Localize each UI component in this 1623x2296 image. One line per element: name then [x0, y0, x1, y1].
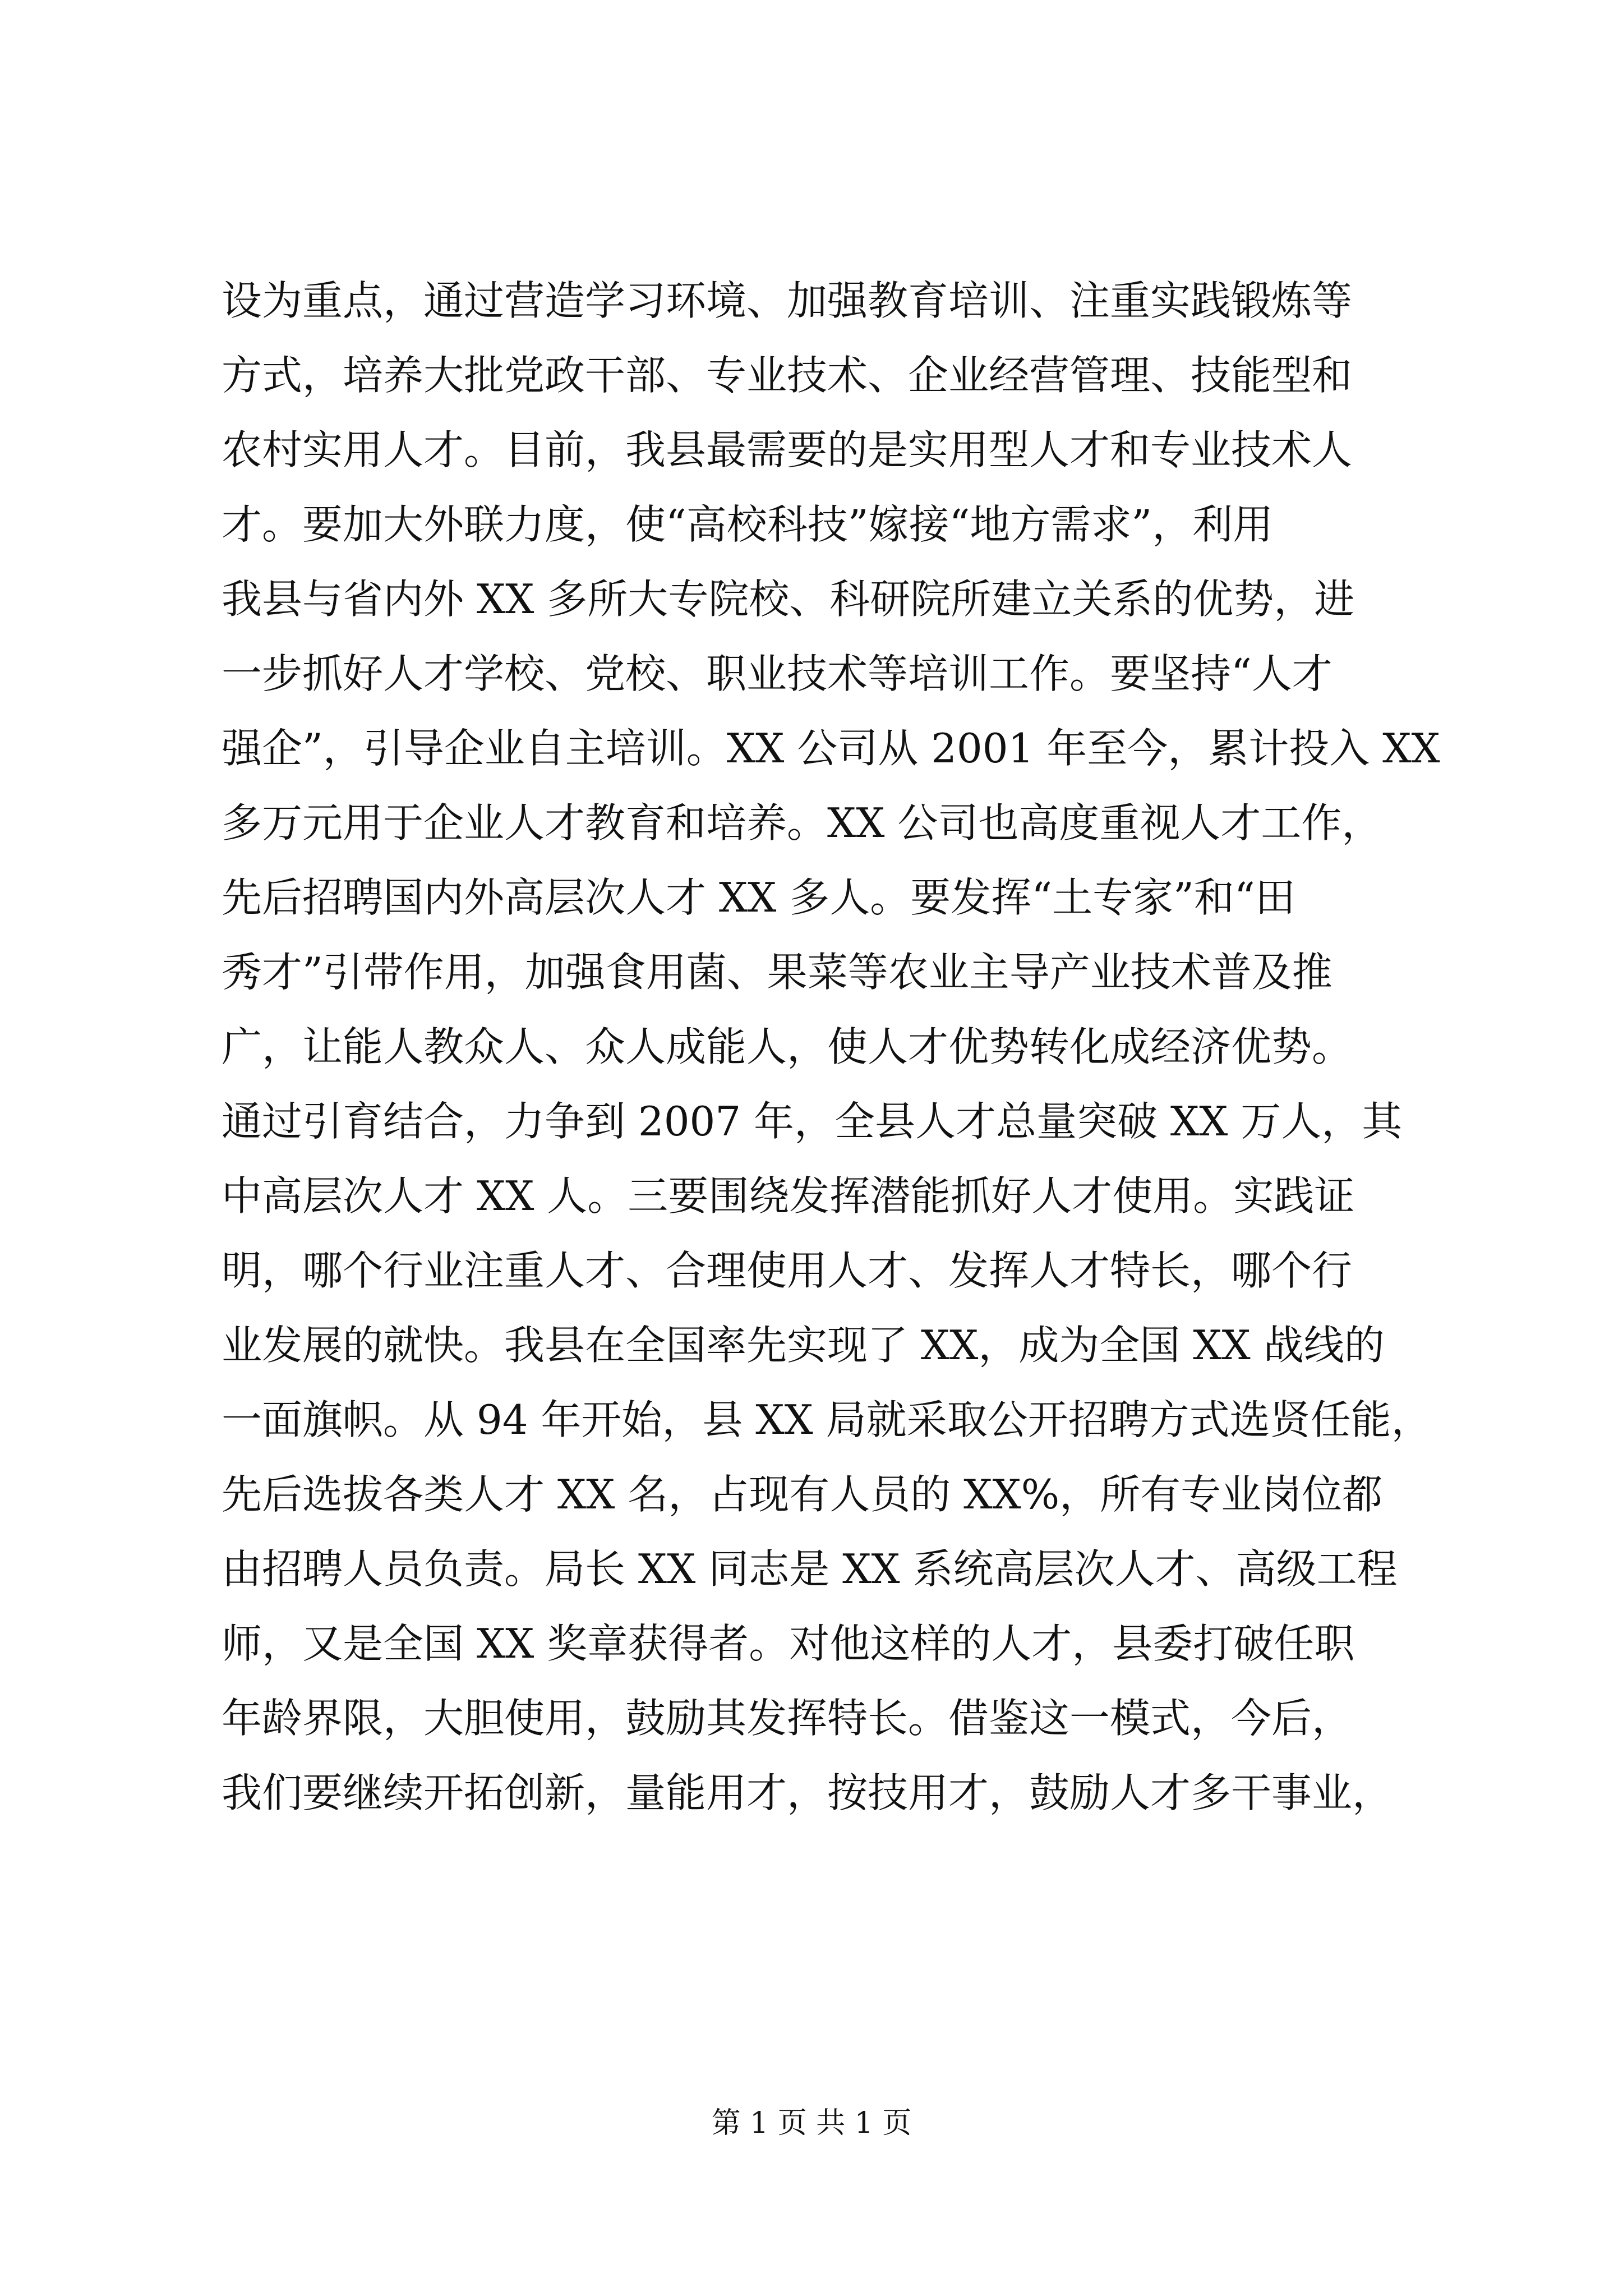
text-line: 广，让能人教众人、众人成能人，使人才优势转化成经济优势。	[222, 1023, 1353, 1070]
text-line: 通过引育结合，力争到 2007 年，全县人才总量突破 XX 万人，其	[222, 1098, 1403, 1145]
text-line: 方式，培养大批党政干部、专业技术、企业经营管理、技能型和	[222, 352, 1353, 399]
text-line: 秀才”引带作用，加强食用菌、果菜等农业主导产业技术普及推	[222, 949, 1332, 996]
text-line: 我县与省内外 XX 多所大专院校、科研院所建立关系的优势，进	[222, 576, 1355, 623]
text-line: 先后招聘国内外高层次人才 XX 多人。要发挥“土专家”和“田	[222, 874, 1295, 921]
text-line: 由招聘人员负责。局长 XX 同志是 XX 系统高层次人才、高级工程	[222, 1545, 1398, 1593]
text-line: 农村实用人才。目前，我县最需要的是实用型人才和专业技术人	[222, 426, 1353, 473]
text-line: 强企”，引导企业自主培训。XX 公司从 2001 年至今，累计投入 XX	[222, 725, 1440, 772]
text-line: 才。要加大外联力度，使“高校科技”嫁接“地方需求”，利用	[222, 501, 1274, 548]
text-line: 一面旗帜。从 94 年开始，县 XX 局就采取公开招聘方式选贤任能，	[222, 1396, 1432, 1443]
text-line: 设为重点，通过营造学习环境、加强教育培训、注重实践锻炼等	[222, 277, 1353, 324]
text-line: 明，哪个行业注重人才、合理使用人才、发挥人才特长，哪个行	[222, 1247, 1353, 1294]
page-number-label: 第 1 页 共 1 页	[711, 2106, 912, 2140]
text-line: 先后选拔各类人才 XX 名，占现有人员的 XX%，所有专业岗位都	[222, 1471, 1383, 1518]
text-line: 师，又是全国 XX 奖章获得者。对他这样的人才，县委打破任职	[222, 1620, 1355, 1667]
page-footer	[0, 2104, 1623, 2143]
text-line: 年龄界限，大胆使用，鼓励其发挥特长。借鉴这一模式，今后，	[222, 1695, 1353, 1742]
text-line: 多万元用于企业人才教育和培养。XX 公司也高度重视人才工作，	[222, 799, 1382, 846]
text-line: 中高层次人才 XX 人。三要围绕发挥潜能抓好人才使用。实践证	[222, 1172, 1355, 1220]
body-text	[222, 264, 1467, 1830]
text-line: 业发展的就快。我县在全国率先实现了 XX，成为全国 XX 战线的	[222, 1322, 1385, 1369]
text-line: 一步抓好人才学校、党校、职业技术等培训工作。要坚持“人才	[222, 650, 1332, 697]
text-line: 我们要继续开拓创新，量能用才，按技用才，鼓励人才多干事业，	[222, 1769, 1393, 1816]
